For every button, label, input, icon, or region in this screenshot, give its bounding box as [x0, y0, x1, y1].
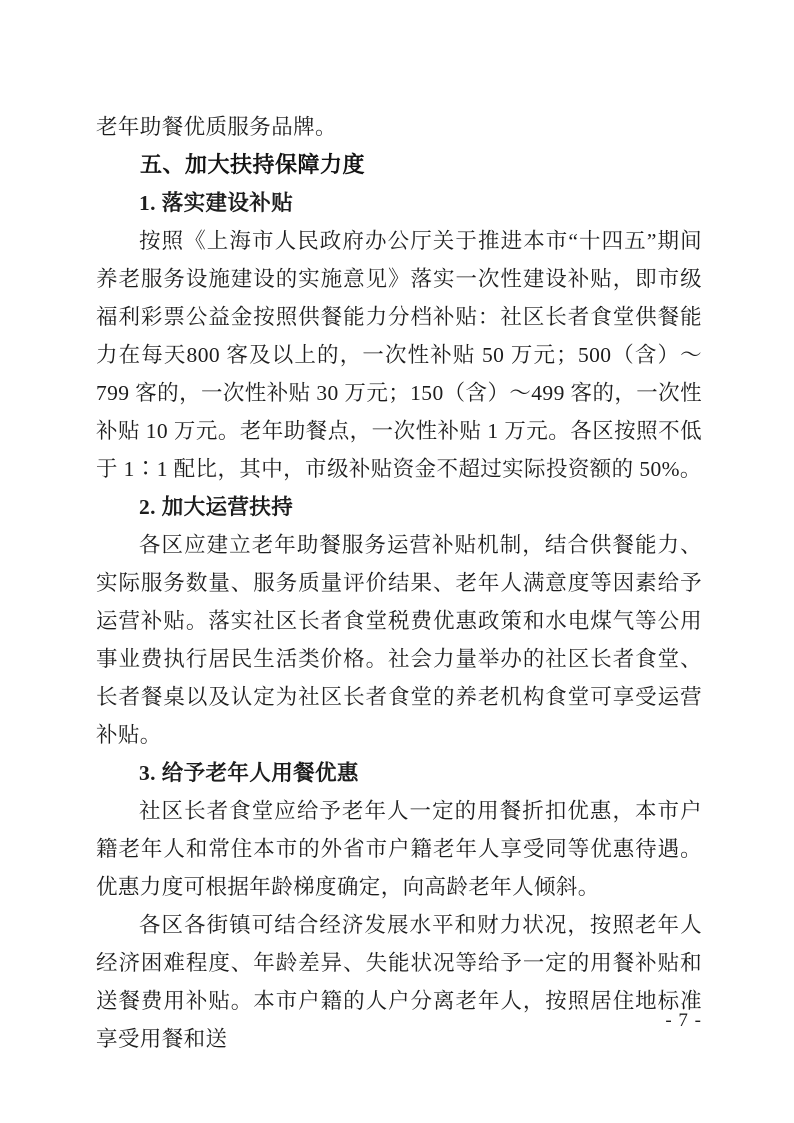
page-number: - 7 -: [665, 1010, 702, 1031]
page-content: [96, 108, 702, 1058]
subsection-2-paragraph-1: 各区应建立老年助餐服务运营补贴机制，结合供餐能力、实际服务数量、服务质量评价结果、老年人满意度等因素给予运营补贴。落实社区长者食堂税费优惠政策和水电煤气等公用事业费执行居民生活类价格。社会力量举办的社区长者食堂、长者餐桌以及认定为社区长者食堂的养老机构食堂可享受运营补贴。: [96, 533, 702, 747]
continued-paragraph-line: 老年助餐优质服务品牌。: [96, 115, 337, 139]
subsection-heading-1: 1. 落实建设补贴: [139, 191, 294, 215]
subsection-3-paragraph-1: 社区长者食堂应给予老年人一定的用餐折扣优惠，本市户籍老年人和常住本市的外省市户籍老年人享受同等优惠待遇。优惠力度可根据年龄梯度确定，向高龄老年人倾斜。: [96, 799, 702, 899]
section-heading-five: 五、加大扶持保障力度: [140, 152, 366, 177]
subsection-heading-2: 2. 加大运营扶持: [139, 495, 294, 519]
subsection-3-paragraph-2: 各区各街镇可结合经济发展水平和财力状况，按照老年人经济困难程度、年龄差异、失能状况等给予一定的用餐补贴和送餐费用补贴。本市户籍的人户分离老年人，按照居住地标准享受用餐和送: [96, 913, 702, 1051]
subsection-heading-3: 3. 给予老年人用餐优惠: [139, 761, 359, 785]
subsection-1-paragraph-1: 按照《上海市人民政府办公厅关于推进本市“十四五”期间养老服务设施建设的实施意见》落实一次性建设补贴，即市级福利彩票公益金按照供餐能力分档补贴：社区长者食堂供餐能力在每天800 客及以上的，一次性补贴 50 万元；500（含）～799 客的，一次性补贴 30 万元；150（含）～499 客的，一次性补贴 10 万元。老年助餐点，一次性补贴 1 万元。各区按照不低于 1∶1 配比，其中，市级补贴资金不超过实际投资额的 50%。: [96, 229, 702, 481]
